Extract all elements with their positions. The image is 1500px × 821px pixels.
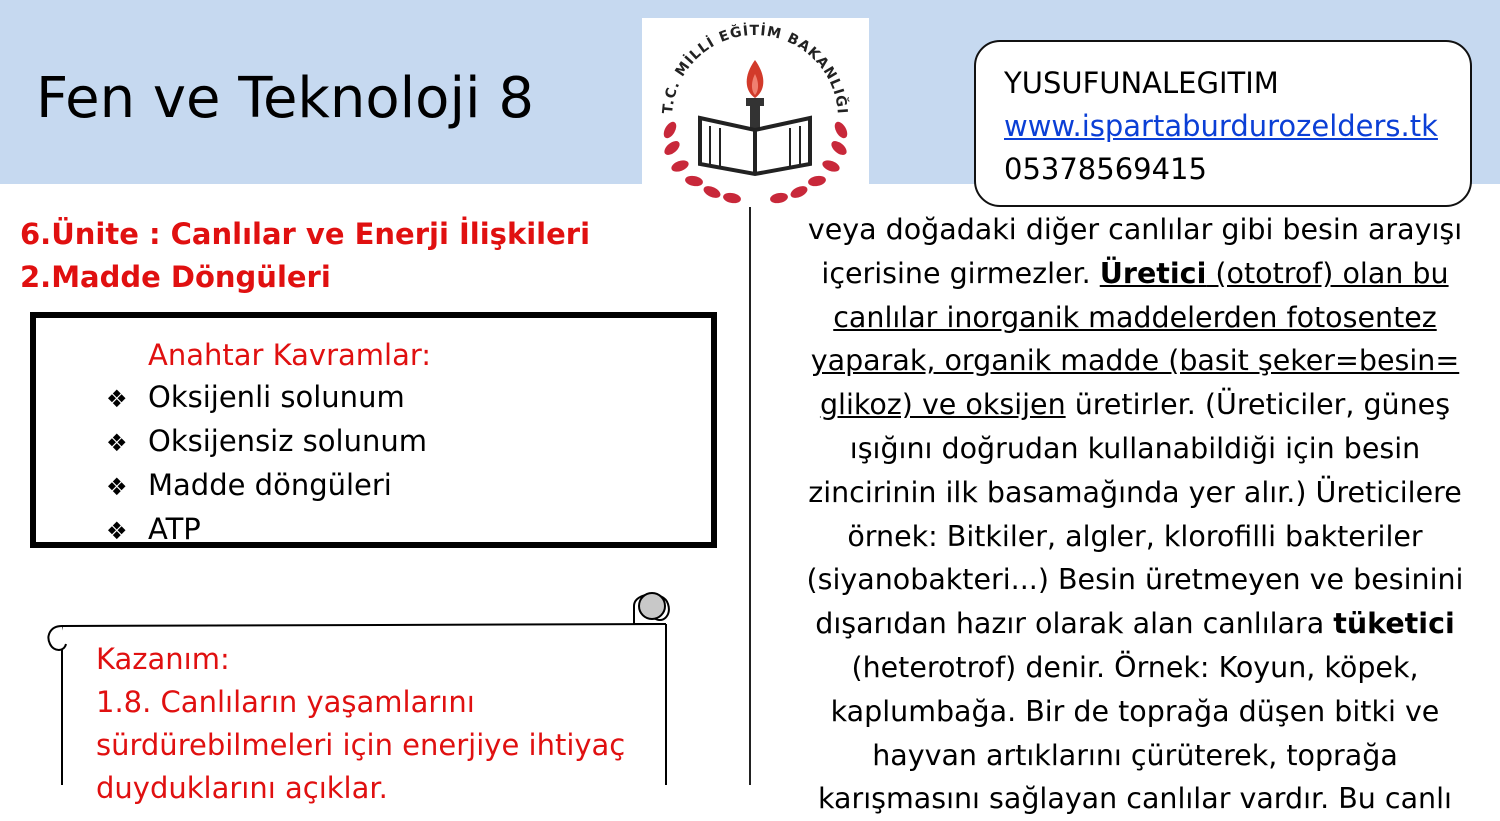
body-line: içerisine girmezler. Üretici (ototrof) olan bu bbox=[821, 256, 1449, 290]
diamond-bullet-icon: ❖ bbox=[106, 429, 128, 457]
key-concepts-list bbox=[106, 376, 427, 552]
list-item: ❖ Oksijenli solunum bbox=[106, 376, 427, 420]
key-concepts-box bbox=[30, 312, 717, 548]
uretici-term: Üretici bbox=[1099, 256, 1207, 290]
key-concepts-title: Anahtar Kavramlar: bbox=[148, 338, 432, 372]
body-text bbox=[770, 208, 1500, 821]
meb-logo bbox=[642, 18, 869, 208]
unit-heading bbox=[20, 213, 590, 299]
body-line: örnek: Bitkiler, algler, klorofilli bakteriler bbox=[847, 519, 1423, 553]
body-line: (siyanobakteri...) Besin üretmeyen ve besinini bbox=[806, 563, 1464, 597]
unit-title: 6.Ünite : Canlılar ve Enerji İlişkileri bbox=[20, 217, 591, 251]
body-line: zincirinin ilk basamağında yer alır.) Üreticilere bbox=[808, 475, 1462, 509]
body-line: yaparak, organik madde (basit şeker=besin= bbox=[810, 344, 1460, 378]
logo-lettering: T.C. MİLLİ EĞİTİM BAKANLIĞI bbox=[660, 23, 850, 116]
contact-name: YUSUFUNALEGITIM bbox=[1004, 66, 1279, 100]
kazanim-line: duyduklarını açıklar. bbox=[96, 771, 388, 805]
tuketici-term: tüketici bbox=[1333, 607, 1455, 641]
kazanim-text bbox=[96, 638, 656, 810]
kazanim-line: sürdürebilmeleri için enerjiye ihtiyaç bbox=[96, 728, 626, 762]
body-line: (heterotrof) denir. Örnek: Koyun, köpek, bbox=[851, 650, 1419, 684]
list-item: ❖ ATP bbox=[106, 508, 427, 552]
contact-phone: 05378569415 bbox=[1004, 152, 1207, 186]
body-line: glikoz) ve oksijen üretirler. (Üreticiler, güneş bbox=[819, 388, 1451, 422]
body-line: veya doğadaki diğer canlılar gibi besin arayışı bbox=[807, 213, 1463, 246]
body-line: canlılar inorganik maddelerden fotosentez bbox=[833, 300, 1437, 334]
contact-box bbox=[974, 40, 1472, 207]
diamond-bullet-icon: ❖ bbox=[106, 473, 128, 501]
list-item: ❖ Oksijensiz solunum bbox=[106, 420, 427, 464]
column-divider bbox=[749, 207, 751, 785]
kazanim-line: 1.8. Canlıların yaşamlarını bbox=[96, 685, 475, 719]
body-line: dışarıdan hazır olarak alan canlılara tüketici bbox=[815, 607, 1455, 641]
section-title: 2.Madde Döngüleri bbox=[20, 260, 331, 294]
body-line: karışmasını sağlayan canlılar vardır. Bu canlı bbox=[818, 782, 1452, 816]
website-link[interactable]: www.ispartaburdurozelders.tk bbox=[1004, 109, 1438, 143]
diamond-bullet-icon: ❖ bbox=[106, 517, 128, 545]
diamond-bullet-icon: ❖ bbox=[106, 385, 128, 413]
body-line: ışığını doğrudan kullanabildiği için besin bbox=[849, 431, 1421, 465]
page-title: Fen ve Teknoloji 8 bbox=[36, 66, 534, 131]
list-item: ❖ Madde döngüleri bbox=[106, 464, 427, 508]
kazanim-title: Kazanım: bbox=[96, 642, 230, 676]
body-line: kaplumbağa. Bir de toprağa düşen bitki ve bbox=[830, 694, 1440, 728]
body-line: hayvan artıklarını çürüterek, toprağa bbox=[872, 738, 1398, 772]
